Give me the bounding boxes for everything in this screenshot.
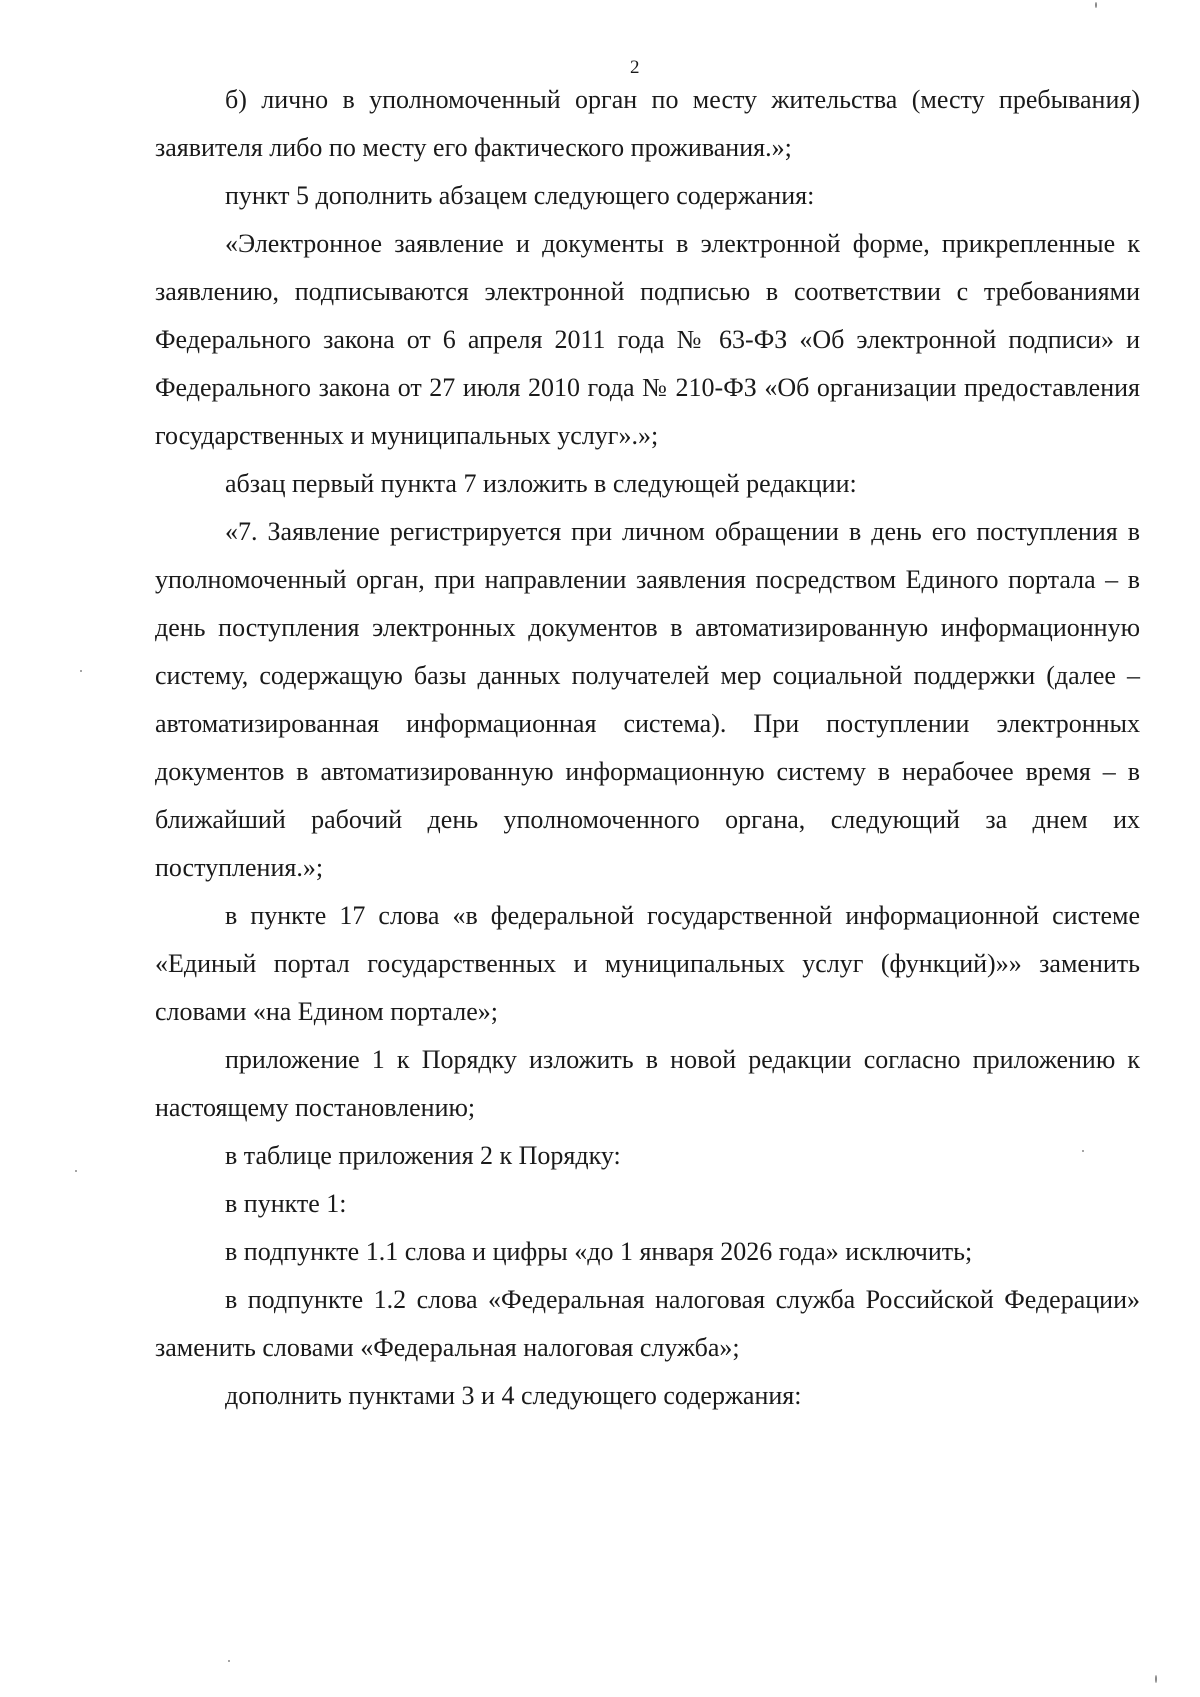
scan-speck (1095, 2, 1097, 8)
paragraph: абзац первый пункта 7 изложить в следующей редакции: (225, 469, 857, 498)
paragraph: в подпункте 1.1 слова и цифры «до 1 января 2026 года» исключить; (225, 1237, 973, 1266)
paragraph: в пункте 1: (225, 1189, 347, 1218)
paragraph: дополнить пунктами 3 и 4 следующего содержания: (225, 1381, 802, 1410)
paragraph: приложение 1 к Порядку изложить в новой редакции согласно приложению к настоящему постановлению; (155, 1045, 1140, 1122)
scan-speck (75, 1170, 77, 1172)
paragraph: б) лично в уполномоченный орган по месту жительства (месту пребывания) заявителя либо по месту его фактического проживания.»; (155, 85, 1140, 162)
scan-speck (1155, 1675, 1157, 1683)
page-number: 2 (630, 57, 640, 78)
scan-speck (1082, 1150, 1084, 1152)
paragraph: в таблице приложения 2 к Порядку: (225, 1141, 621, 1170)
paragraph: «7. Заявление регистрируется при личном обращении в день его поступления в уполномоченный орган, при направлении заявления посредством Единого портала – в день поступления электронных документов в автоматизированную информационную систему, содержащую базы данных получателей мер социальной поддержки (далее – автоматизированная информационная система). При поступлении электронных документов в автоматизированную информационную систему в нерабочее время – в ближайший рабочий день уполномоченного органа, следующий за днем их поступления.»; (155, 517, 1140, 882)
document-body (155, 76, 1140, 1420)
scan-speck (228, 1660, 230, 1662)
paragraph: «Электронное заявление и документы в электронной форме, прикрепленные к заявлению, подписываются электронной подписью в соответствии с требованиями Федерального закона от 6 апреля 2011 года № 63-ФЗ «Об электронной подписи» и Федерального закона от 27 июля 2010 года № 210-ФЗ «Об организации предоставления государственных и муниципальных услуг».»; (155, 229, 1140, 450)
paragraph: в пункте 17 слова «в федеральной государственной информационной системе «Единый портал государственных и муниципальных услуг (функций)»» заменить словами «на Едином портале»; (155, 901, 1140, 1026)
scan-speck (80, 670, 82, 672)
paragraph: пункт 5 дополнить абзацем следующего содержания: (225, 181, 815, 210)
paragraph: в подпункте 1.2 слова «Федеральная налоговая служба Российской Федерации» заменить словами «Федеральная налоговая служба»; (155, 1285, 1140, 1362)
